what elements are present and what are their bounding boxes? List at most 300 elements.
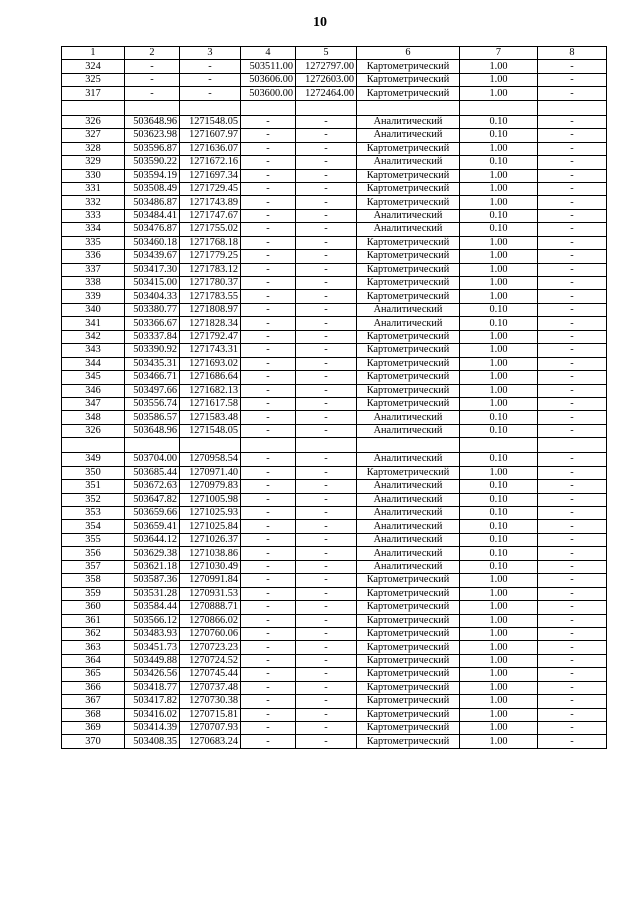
table-row <box>62 627 607 640</box>
cell-point-number: 336 <box>62 250 125 263</box>
cell-x-old-coordinate: - <box>241 627 296 640</box>
cell-method <box>357 438 460 453</box>
cell-method: Картометрический <box>357 73 460 86</box>
cell-accuracy: 0.10 <box>460 129 538 142</box>
cell-y-old-coordinate: - <box>296 520 357 533</box>
cell-x-old-coordinate <box>241 438 296 453</box>
cell-y-coordinate: 1271025.84 <box>180 520 241 533</box>
table-row <box>62 73 607 86</box>
cell-x-coordinate: 503390.92 <box>125 344 180 357</box>
cell-note: - <box>538 209 607 222</box>
cell-accuracy: 1.00 <box>460 169 538 182</box>
cell-method: Картометрический <box>357 236 460 249</box>
cell-x-old-coordinate: - <box>241 708 296 721</box>
cell-method: Аналитический <box>357 493 460 506</box>
cell-accuracy: 0.10 <box>460 493 538 506</box>
cell-note <box>538 100 607 115</box>
cell-note: - <box>538 560 607 573</box>
cell-x-old-coordinate: - <box>241 223 296 236</box>
cell-x-old-coordinate: 503600.00 <box>241 87 296 100</box>
cell-y-coordinate: 1271636.07 <box>180 142 241 155</box>
cell-accuracy: 0.10 <box>460 411 538 424</box>
cell-x-coordinate: 503466.71 <box>125 371 180 384</box>
cell-y-old-coordinate: - <box>296 681 357 694</box>
cell-point-number: 357 <box>62 560 125 573</box>
cell-method: Картометрический <box>357 196 460 209</box>
cell-y-old-coordinate: - <box>296 384 357 397</box>
cell-x-coordinate: - <box>125 87 180 100</box>
cell-y-coordinate: 1270760.06 <box>180 627 241 640</box>
cell-point-number: 337 <box>62 263 125 276</box>
cell-x-old-coordinate: - <box>241 493 296 506</box>
cell-point-number: 334 <box>62 223 125 236</box>
cell-x-old-coordinate: - <box>241 182 296 195</box>
cell-note: - <box>538 330 607 343</box>
cell-method: Картометрический <box>357 357 460 370</box>
cell-method: Картометрический <box>357 384 460 397</box>
table-row <box>62 695 607 708</box>
cell-x-old-coordinate: - <box>241 371 296 384</box>
cell-point-number: 358 <box>62 574 125 587</box>
cell-y-old-coordinate: - <box>296 223 357 236</box>
cell-y-coordinate: 1270745.44 <box>180 668 241 681</box>
cell-x-coordinate: 503531.28 <box>125 587 180 600</box>
cell-y-old-coordinate: - <box>296 533 357 546</box>
cell-x-coordinate: 503484.41 <box>125 209 180 222</box>
cell-x-coordinate: 503476.87 <box>125 223 180 236</box>
cell-x-coordinate: 503685.44 <box>125 466 180 479</box>
cell-point-number: 333 <box>62 209 125 222</box>
cell-y-coordinate: 1270991.84 <box>180 574 241 587</box>
cell-method: Картометрический <box>357 330 460 343</box>
cell-x-coordinate: 503659.41 <box>125 520 180 533</box>
cell-x-old-coordinate: 503511.00 <box>241 60 296 73</box>
cell-point-number: 348 <box>62 411 125 424</box>
cell-y-coordinate: 1271548.05 <box>180 424 241 437</box>
cell-y-old-coordinate: - <box>296 344 357 357</box>
cell-point-number: 326 <box>62 424 125 437</box>
cell-method: Картометрический <box>357 681 460 694</box>
cell-method: Картометрический <box>357 397 460 410</box>
cell-accuracy: 1.00 <box>460 614 538 627</box>
cell-y-coordinate: 1271783.55 <box>180 290 241 303</box>
cell-x-coordinate: 503449.88 <box>125 654 180 667</box>
cell-method: Картометрический <box>357 277 460 290</box>
cell-note: - <box>538 303 607 316</box>
cell-accuracy: 1.00 <box>460 236 538 249</box>
cell-x-old-coordinate: - <box>241 263 296 276</box>
cell-point-number: 354 <box>62 520 125 533</box>
cell-y-old-coordinate: - <box>296 236 357 249</box>
cell-note: - <box>538 722 607 735</box>
cell-note: - <box>538 574 607 587</box>
cell-point-number: 326 <box>62 115 125 128</box>
cell-note: - <box>538 466 607 479</box>
cell-x-coordinate: 503435.31 <box>125 357 180 370</box>
cell-y-coordinate: 1271025.93 <box>180 507 241 520</box>
cell-y-old-coordinate: - <box>296 209 357 222</box>
cell-accuracy: 1.00 <box>460 182 538 195</box>
table-row <box>62 223 607 236</box>
cell-note: - <box>538 371 607 384</box>
cell-x-coordinate: 503408.35 <box>125 735 180 748</box>
cell-y-old-coordinate: - <box>296 169 357 182</box>
cell-method: Картометрический <box>357 601 460 614</box>
cell-x-old-coordinate: - <box>241 614 296 627</box>
cell-y-old-coordinate: - <box>296 601 357 614</box>
cell-x-old-coordinate: - <box>241 209 296 222</box>
cell-accuracy: 0.10 <box>460 480 538 493</box>
cell-point-number: 365 <box>62 668 125 681</box>
cell-y-coordinate: 1270707.93 <box>180 722 241 735</box>
cell-x-coordinate: 503404.33 <box>125 290 180 303</box>
cell-point-number: 346 <box>62 384 125 397</box>
cell-y-old-coordinate: - <box>296 303 357 316</box>
cell-point-number: 332 <box>62 196 125 209</box>
cell-x-coordinate: 503596.87 <box>125 142 180 155</box>
cell-x-old-coordinate: - <box>241 507 296 520</box>
cell-accuracy: 1.00 <box>460 330 538 343</box>
cell-x-coordinate: 503417.82 <box>125 695 180 708</box>
cell-y-old-coordinate: - <box>296 547 357 560</box>
cell-x-old-coordinate: - <box>241 142 296 155</box>
cell-method: Аналитический <box>357 520 460 533</box>
cell-x-coordinate: 503672.63 <box>125 480 180 493</box>
cell-note: - <box>538 277 607 290</box>
cell-note: - <box>538 60 607 73</box>
cell-x-coordinate: 503415.00 <box>125 277 180 290</box>
cell-note: - <box>538 708 607 721</box>
page-number: 10 <box>313 15 327 30</box>
cell-accuracy <box>460 438 538 453</box>
cell-y-old-coordinate: - <box>296 560 357 573</box>
cell-y-old-coordinate: - <box>296 466 357 479</box>
cell-x-old-coordinate: - <box>241 466 296 479</box>
cell-point-number: 370 <box>62 735 125 748</box>
table-row <box>62 668 607 681</box>
cell-point-number: 363 <box>62 641 125 654</box>
cell-method: Картометрический <box>357 182 460 195</box>
table-row <box>62 344 607 357</box>
cell-note: - <box>538 73 607 86</box>
coordinates-table <box>61 46 607 749</box>
cell-y-old-coordinate: - <box>296 453 357 466</box>
cell-x-old-coordinate: - <box>241 236 296 249</box>
cell-method: Аналитический <box>357 547 460 560</box>
table-row <box>62 60 607 73</box>
cell-accuracy: 1.00 <box>460 574 538 587</box>
cell-y-coordinate: 1271743.89 <box>180 196 241 209</box>
column-header: 8 <box>538 47 607 60</box>
cell-note: - <box>538 424 607 437</box>
cell-point-number: 359 <box>62 587 125 600</box>
cell-y-coordinate: - <box>180 87 241 100</box>
cell-y-old-coordinate: - <box>296 330 357 343</box>
cell-accuracy: 1.00 <box>460 384 538 397</box>
cell-note: - <box>538 357 607 370</box>
table-row <box>62 303 607 316</box>
cell-y-old-coordinate: - <box>296 507 357 520</box>
cell-method: Аналитический <box>357 317 460 330</box>
cell-x-coordinate: 503590.22 <box>125 156 180 169</box>
cell-accuracy: 0.10 <box>460 223 538 236</box>
cell-x-coordinate: 503426.56 <box>125 668 180 681</box>
cell-note: - <box>538 129 607 142</box>
table-row <box>62 681 607 694</box>
cell-y-coordinate: 1270866.02 <box>180 614 241 627</box>
cell-method: Аналитический <box>357 303 460 316</box>
cell-accuracy: 0.10 <box>460 115 538 128</box>
cell-method: Аналитический <box>357 129 460 142</box>
column-header: 1 <box>62 47 125 60</box>
cell-accuracy: 0.10 <box>460 560 538 573</box>
cell-note: - <box>538 411 607 424</box>
cell-y-coordinate <box>180 100 241 115</box>
cell-x-old-coordinate: - <box>241 277 296 290</box>
cell-x-coordinate: 503584.44 <box>125 601 180 614</box>
cell-y-old-coordinate <box>296 438 357 453</box>
cell-y-coordinate: 1270737.48 <box>180 681 241 694</box>
cell-point-number <box>62 100 125 115</box>
column-header: 4 <box>241 47 296 60</box>
cell-x-old-coordinate: - <box>241 695 296 708</box>
cell-x-coordinate: 503380.77 <box>125 303 180 316</box>
cell-point-number: 342 <box>62 330 125 343</box>
table-row <box>62 250 607 263</box>
cell-x-coordinate: 503439.67 <box>125 250 180 263</box>
cell-accuracy: 1.00 <box>460 73 538 86</box>
cell-note: - <box>538 695 607 708</box>
cell-method: Картометрический <box>357 695 460 708</box>
cell-x-old-coordinate: - <box>241 250 296 263</box>
cell-note: - <box>538 654 607 667</box>
cell-y-coordinate: - <box>180 60 241 73</box>
cell-note: - <box>538 507 607 520</box>
table-row <box>62 100 607 115</box>
cell-x-old-coordinate: - <box>241 654 296 667</box>
cell-accuracy: 0.10 <box>460 547 538 560</box>
table-row <box>62 371 607 384</box>
cell-y-old-coordinate: - <box>296 695 357 708</box>
cell-y-coordinate: 1271743.31 <box>180 344 241 357</box>
cell-point-number: 338 <box>62 277 125 290</box>
cell-x-old-coordinate: - <box>241 681 296 694</box>
table-row <box>62 574 607 587</box>
cell-y-old-coordinate <box>296 100 357 115</box>
cell-x-coordinate: 503337.84 <box>125 330 180 343</box>
cell-note: - <box>538 480 607 493</box>
cell-x-coordinate <box>125 100 180 115</box>
cell-y-old-coordinate: - <box>296 250 357 263</box>
cell-accuracy: 0.10 <box>460 156 538 169</box>
table-row <box>62 317 607 330</box>
cell-y-coordinate: 1271780.37 <box>180 277 241 290</box>
cell-y-old-coordinate: - <box>296 668 357 681</box>
cell-y-coordinate: 1271682.13 <box>180 384 241 397</box>
cell-accuracy: 0.10 <box>460 209 538 222</box>
table-row <box>62 507 607 520</box>
cell-y-coordinate: 1271729.45 <box>180 182 241 195</box>
cell-method: Аналитический <box>357 156 460 169</box>
cell-accuracy: 1.00 <box>460 371 538 384</box>
table-row <box>62 87 607 100</box>
cell-accuracy: 1.00 <box>460 654 538 667</box>
cell-y-old-coordinate: - <box>296 129 357 142</box>
cell-y-old-coordinate: - <box>296 290 357 303</box>
cell-note: - <box>538 344 607 357</box>
cell-y-coordinate: 1271617.58 <box>180 397 241 410</box>
cell-note: - <box>538 668 607 681</box>
cell-accuracy: 1.00 <box>460 668 538 681</box>
cell-note: - <box>538 223 607 236</box>
cell-x-old-coordinate: - <box>241 115 296 128</box>
cell-y-coordinate: 1271607.97 <box>180 129 241 142</box>
cell-method: Картометрический <box>357 344 460 357</box>
cell-accuracy: 1.00 <box>460 344 538 357</box>
table-row <box>62 533 607 546</box>
cell-accuracy: 1.00 <box>460 196 538 209</box>
cell-y-coordinate: 1270683.24 <box>180 735 241 748</box>
table-header-row <box>62 47 607 60</box>
cell-point-number: 335 <box>62 236 125 249</box>
table-row <box>62 277 607 290</box>
cell-y-coordinate: 1270979.83 <box>180 480 241 493</box>
cell-x-old-coordinate: - <box>241 384 296 397</box>
table-row <box>62 601 607 614</box>
table-row <box>62 263 607 276</box>
cell-x-coordinate: 503647.82 <box>125 493 180 506</box>
cell-y-old-coordinate: 1272464.00 <box>296 87 357 100</box>
cell-x-coordinate: 503418.77 <box>125 681 180 694</box>
cell-y-coordinate: 1270888.71 <box>180 601 241 614</box>
cell-y-old-coordinate: - <box>296 397 357 410</box>
table-row <box>62 209 607 222</box>
cell-point-number: 341 <box>62 317 125 330</box>
cell-method: Аналитический <box>357 507 460 520</box>
cell-method: Аналитический <box>357 453 460 466</box>
cell-accuracy: 0.10 <box>460 520 538 533</box>
column-header: 5 <box>296 47 357 60</box>
cell-accuracy: 1.00 <box>460 722 538 735</box>
cell-note: - <box>538 250 607 263</box>
cell-y-old-coordinate: - <box>296 735 357 748</box>
table-row <box>62 480 607 493</box>
cell-note: - <box>538 317 607 330</box>
cell-y-old-coordinate: - <box>296 182 357 195</box>
cell-x-old-coordinate: - <box>241 290 296 303</box>
cell-y-coordinate: 1271828.34 <box>180 317 241 330</box>
cell-x-coordinate: - <box>125 73 180 86</box>
cell-y-coordinate: 1271686.64 <box>180 371 241 384</box>
table-row <box>62 520 607 533</box>
table-row <box>62 182 607 195</box>
cell-x-coordinate: 503659.66 <box>125 507 180 520</box>
cell-point-number: 369 <box>62 722 125 735</box>
cell-y-old-coordinate: 1272603.00 <box>296 73 357 86</box>
cell-x-old-coordinate: - <box>241 156 296 169</box>
cell-method: Картометрический <box>357 574 460 587</box>
cell-x-coordinate: 503556.74 <box>125 397 180 410</box>
cell-accuracy: 0.10 <box>460 303 538 316</box>
cell-note: - <box>538 384 607 397</box>
table-row <box>62 453 607 466</box>
table-row <box>62 384 607 397</box>
cell-y-coordinate: 1271697.34 <box>180 169 241 182</box>
cell-x-coordinate: 503594.19 <box>125 169 180 182</box>
cell-note: - <box>538 587 607 600</box>
cell-accuracy: 1.00 <box>460 357 538 370</box>
table-row <box>62 722 607 735</box>
cell-x-coordinate: 503623.98 <box>125 129 180 142</box>
cell-x-coordinate: 503648.96 <box>125 115 180 128</box>
cell-y-old-coordinate: - <box>296 263 357 276</box>
cell-y-coordinate: 1271026.37 <box>180 533 241 546</box>
table-row <box>62 641 607 654</box>
cell-accuracy: 1.00 <box>460 601 538 614</box>
cell-method: Картометрический <box>357 627 460 640</box>
table-row <box>62 614 607 627</box>
cell-note: - <box>538 547 607 560</box>
cell-note: - <box>538 601 607 614</box>
table-row <box>62 290 607 303</box>
cell-y-coordinate: 1270723.23 <box>180 641 241 654</box>
cell-x-coordinate: 503586.57 <box>125 411 180 424</box>
cell-method: Аналитический <box>357 533 460 546</box>
cell-accuracy: 1.00 <box>460 142 538 155</box>
cell-accuracy: 1.00 <box>460 587 538 600</box>
cell-x-old-coordinate: - <box>241 533 296 546</box>
cell-y-old-coordinate: - <box>296 614 357 627</box>
cell-x-coordinate: 503566.12 <box>125 614 180 627</box>
cell-x-coordinate: 503460.18 <box>125 236 180 249</box>
cell-point-number <box>62 438 125 453</box>
cell-method: Аналитический <box>357 424 460 437</box>
cell-y-coordinate: - <box>180 73 241 86</box>
cell-point-number: 349 <box>62 453 125 466</box>
cell-x-old-coordinate: - <box>241 196 296 209</box>
cell-method: Картометрический <box>357 87 460 100</box>
cell-x-coordinate: 503486.87 <box>125 196 180 209</box>
cell-point-number: 330 <box>62 169 125 182</box>
cell-x-old-coordinate: - <box>241 547 296 560</box>
cell-accuracy: 1.00 <box>460 397 538 410</box>
cell-x-coordinate: 503366.67 <box>125 317 180 330</box>
cell-x-old-coordinate: - <box>241 317 296 330</box>
cell-method: Аналитический <box>357 560 460 573</box>
cell-y-old-coordinate: - <box>296 493 357 506</box>
cell-x-old-coordinate: - <box>241 169 296 182</box>
cell-x-old-coordinate: - <box>241 330 296 343</box>
cell-accuracy: 1.00 <box>460 695 538 708</box>
cell-point-number: 368 <box>62 708 125 721</box>
cell-y-old-coordinate: - <box>296 627 357 640</box>
cell-y-coordinate: 1270715.81 <box>180 708 241 721</box>
table-row <box>62 169 607 182</box>
cell-point-number: 364 <box>62 654 125 667</box>
cell-y-coordinate: 1271808.97 <box>180 303 241 316</box>
cell-point-number: 343 <box>62 344 125 357</box>
cell-note: - <box>538 681 607 694</box>
cell-y-coordinate: 1271548.05 <box>180 115 241 128</box>
cell-point-number: 344 <box>62 357 125 370</box>
cell-y-old-coordinate: - <box>296 142 357 155</box>
cell-y-coordinate: 1271755.02 <box>180 223 241 236</box>
cell-note: - <box>538 290 607 303</box>
cell-accuracy: 1.00 <box>460 277 538 290</box>
cell-note: - <box>538 156 607 169</box>
cell-x-old-coordinate: - <box>241 587 296 600</box>
cell-y-coordinate: 1270931.53 <box>180 587 241 600</box>
